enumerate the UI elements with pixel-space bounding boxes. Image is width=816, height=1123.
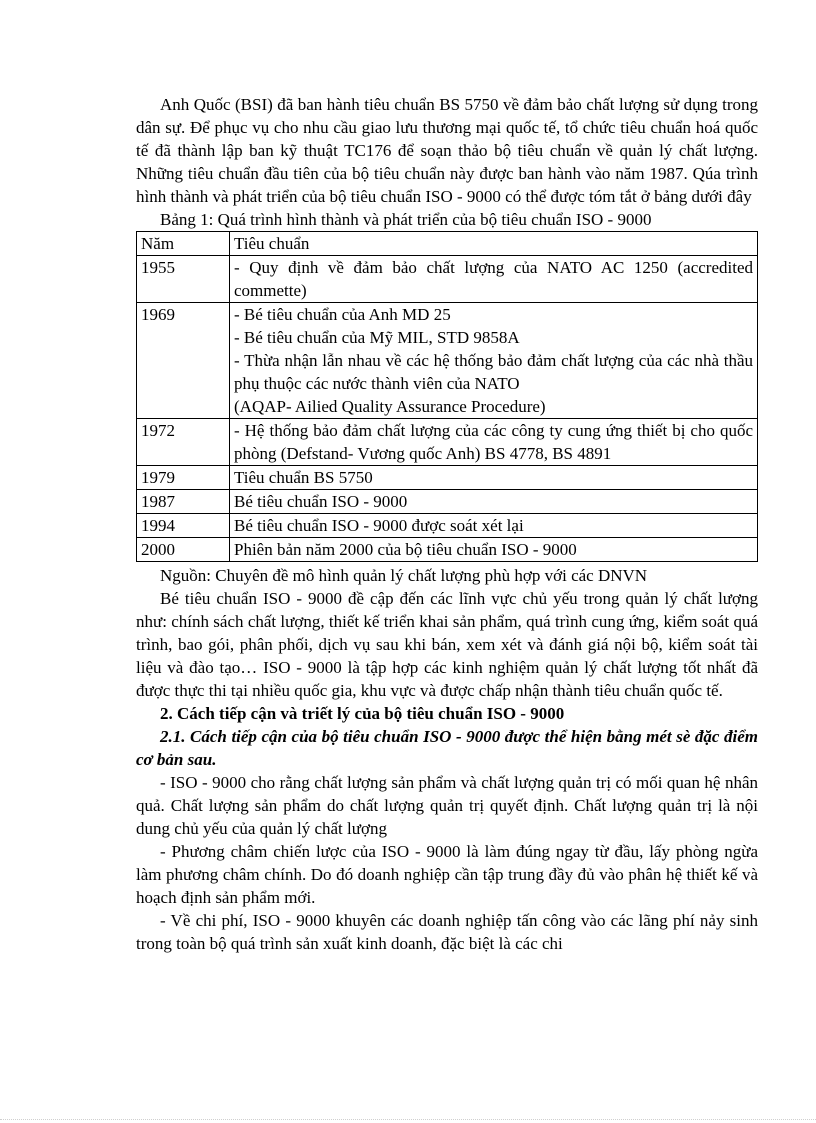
paragraph-2: Bé tiêu chuẩn ISO - 9000 đề cập đến các lĩnh vực chủ yếu trong quản lý chất lượng như: chính sách chất lượng, thiết kế triển khai sản phẩm, quá trình cung ứng, kiểm soát quá trình, bao gói, phân phối, dịch vụ sau khi bán, xem xét và đánh giá nội bộ, kiểm soát tài liệu và đào tạo… ISO - 9000 là tập hợp các kinh nghiệm quản lý chất lượng tốt nhất đã được thực thi tại nhiều quốc gia, khu vực và được chấp nhận thành tiêu chuẩn quốc tế. [136, 589, 758, 700]
year-cell: 1969 [137, 303, 230, 419]
table-row [137, 538, 758, 562]
standard-cell [230, 538, 758, 562]
standard-line: - Quy định về đảm bảo chất lượng của NATO AC 1250 (accredited commette) [234, 258, 753, 300]
table-row [137, 514, 758, 538]
standard-cell [230, 514, 758, 538]
table-row [137, 303, 758, 419]
bullet-1: - ISO - 9000 cho rằng chất lượng sản phẩm và chất lượng quản trị có mối quan hệ nhân quả. Chất lượng sản phẩm do chất lượng quản trị quyết định. Chất lượng quản trị là nội dung chủ yếu của quản lý chất lượng [136, 773, 758, 838]
table-header-row [137, 232, 758, 256]
standard-line: - Bé tiêu chuẩn của Mỹ MIL, STD 9858A [234, 328, 520, 347]
standard-cell [230, 419, 758, 466]
standard-cell [230, 466, 758, 490]
year-cell: 2000 [137, 538, 230, 562]
standard-line: - Hệ thống bảo đảm chất lượng của các công ty cung ứng thiết bị cho quốc phòng (Defstand- Vương quốc Anh) BS 4778, BS 4891 [234, 421, 753, 463]
standard-line: Phiên bản năm 2000 của bộ tiêu chuẩn ISO - 9000 [234, 540, 577, 559]
standard-line: (AQAP- Ailied Quality Assurance Procedure) [234, 397, 546, 416]
table-row [137, 466, 758, 490]
year-cell: 1955 [137, 256, 230, 303]
bullet-3: - Về chi phí, ISO - 9000 khuyên các doanh nghiệp tấn công vào các lãng phí nảy sinh trong toàn bộ quá trình sản xuất kinh doanh, đặc biệt là các chi [136, 911, 758, 953]
header-year: Năm [137, 232, 230, 256]
standard-line: Bé tiêu chuẩn ISO - 9000 [234, 492, 408, 511]
table-row [137, 490, 758, 514]
year-cell: 1994 [137, 514, 230, 538]
standard-cell [230, 256, 758, 303]
standard-cell [230, 490, 758, 514]
standard-line: - Thừa nhận lẫn nhau về các hệ thống bảo đảm chất lượng của các nhà thầu phụ thuộc các nước thành viên của NATO [234, 351, 753, 393]
header-standard: Tiêu chuẩn [230, 232, 758, 256]
bullet-2: - Phương châm chiến lược của ISO - 9000 là làm đúng ngay từ đầu, lấy phòng ngừa làm phương châm chính. Do đó doanh nghiệp cần tập trung đầy đủ vào phân hệ thiết kế và hoạch định sản phẩm mới. [136, 842, 758, 907]
section-heading-2-1: 2.1. Cách tiếp cận của bộ tiêu chuẩn ISO - 9000 được thể hiện bằng mét sè đặc điểm cơ bản sau. [136, 727, 758, 769]
source-note: Nguồn: Chuyên đề mô hình quản lý chất lượng phù hợp với các DNVN [160, 566, 648, 585]
year-cell: 1987 [137, 490, 230, 514]
page-bottom-divider [0, 1119, 816, 1120]
document-page [136, 93, 758, 955]
year-cell: 1972 [137, 419, 230, 466]
standard-line: - Bé tiêu chuẩn của Anh MD 25 [234, 305, 451, 324]
section-heading-2: 2. Cách tiếp cận và triết lý của bộ tiêu chuẩn ISO - 9000 [160, 704, 565, 723]
intro-paragraph: Anh Quốc (BSI) đã ban hành tiêu chuẩn BS 5750 về đảm bảo chất lượng sử dụng trong dân sự. Để phục vụ cho nhu cầu giao lưu thương mại quốc tế, tổ chức tiêu chuẩn hoá quốc tế đã thành lập ban kỹ thuật TC176 để soạn thảo bộ tiêu chuẩn về quản lý chất lượng. Những tiêu chuẩn đầu tiên của bộ tiêu chuẩn này được ban hành vào năm 1987. Qúa trình hình thành và phát triển của bộ tiêu chuẩn ISO - 9000 có thể được tóm tắt ở bảng dưới đây [136, 95, 758, 206]
table-caption: Bảng 1: Quá trình hình thành và phát triển của bộ tiêu chuẩn ISO - 9000 [160, 210, 652, 229]
table-row [137, 256, 758, 303]
standard-line: Bé tiêu chuẩn ISO - 9000 được soát xét lại [234, 516, 524, 535]
year-cell: 1979 [137, 466, 230, 490]
standard-cell [230, 303, 758, 419]
table-row [137, 419, 758, 466]
history-table [136, 231, 758, 562]
standard-line: Tiêu chuẩn BS 5750 [234, 468, 373, 487]
